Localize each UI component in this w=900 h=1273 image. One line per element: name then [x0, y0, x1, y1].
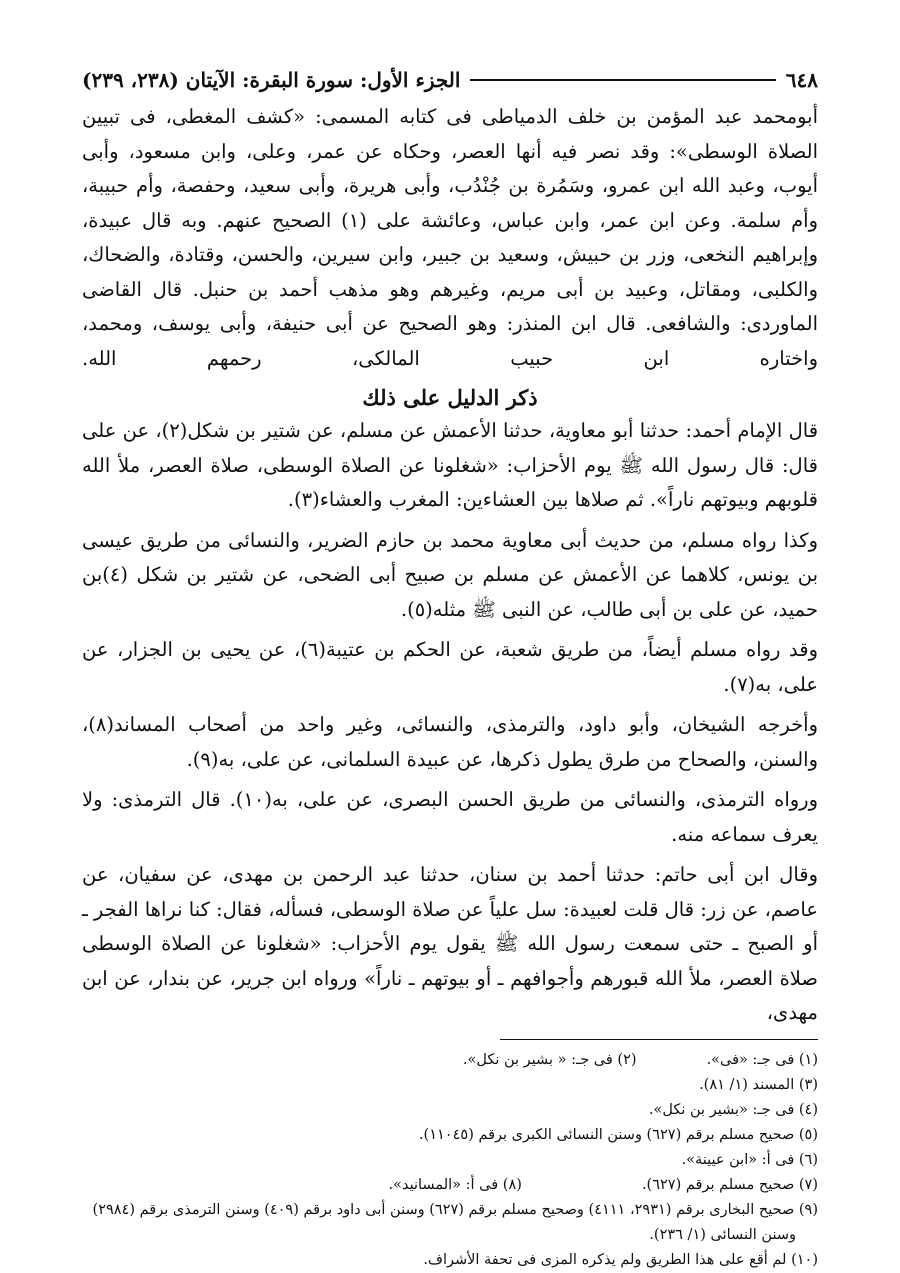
- footnote-8: (٨) فى أ: «المسانيد».: [388, 1176, 522, 1193]
- paragraph: وكذا رواه مسلم، من حديث أبى معاوية محمد بن حازم الضرير، والنسائى من طريق عيسى بن يونس، كلاهما عن الأعمش عن مسلم بن صبيح أبى الضحى، عن شتير بن شكل (٤)بن حميد، عن على بن أبى طالب، عن النبى ﷺ مثله(٥).: [82, 528, 818, 621]
- footnote-4: (٤) فى جـ: «بشير بن نكل».: [648, 1101, 818, 1118]
- header-rule: [470, 79, 775, 81]
- footnote-6: (٦) فى أ: «ابن عيينة».: [681, 1151, 818, 1168]
- section-heading: ذكر الدليل على ذلك: [362, 385, 538, 410]
- paragraph: وقد رواه مسلم أيضاً، من طريق شعبة، عن الحكم بن عتيبة(٦)، عن يحيى بن الجزار، عن على، به(٧).: [82, 638, 818, 696]
- footnote-5: (٥) صحيح مسلم برقم (٦٢٧) وسنن النسائى الكبرى برقم (١١٠٤٥).: [418, 1126, 818, 1143]
- paragraph: أبومحمد عبد المؤمن بن خلف الدمياطى فى كتابه المسمى: «كشف المغطى، فى تبيين الصلاة الوسطى»: وقد نصر فيه أنها العصر، وحكاه عن عمر، وعلى، وابن مسعود، وأبى أيوب، وعبد الله ابن عمرو، وسَمُرة بن جُنْدُب، وأبى هريرة، وأبى سعيد، وحفصة، وأم حبيبة، وأم سلمة. وعن ابن عمر، وابن عباس، وعائشة على (١) الصحيح عنهم. وبه قال عبيدة، وإبراهيم النخعى، وزر بن حبيش، وسعيد بن جبير، وابن سيرين، والحسن، وقتادة، والضحاك، والكلبى، ومقاتل، وعبيد بن أبى مريم، وغيرهم وهو مذهب أحمد بن حنبل. قال القاضى الماوردى: والشافعى. قال ابن المنذر: وهو الصحيح عن أبى حنيفة، وأبى يوسف، ومحمد، واختاره ابن حبيب المالكى، رحمهم الله.: [82, 105, 818, 370]
- footnotes: [82, 1048, 818, 1273]
- paragraph: وقال ابن أبى حاتم: حدثنا أحمد بن سنان، حدثنا عبد الرحمن بن مهدى، عن سفيان، عن عاصم، عن زر: قال قلت لعبيدة: سل علياً عن صلاة الوسطى، فسأله، فقال: كنا نراها الفجر ـ أو الصبح ـ حتى سمعت رسول الله ﷺ يقول يوم الأحزاب: «شغلونا عن الصلاة الوسطى صلاة العصر، ملأ الله قبورهم وأجوافهم ـ أو بيوتهم ـ ناراً» ورواه ابن جرير، عن بندار، عن ابن مهدى،: [82, 863, 818, 1024]
- main-text: [82, 100, 818, 1031]
- footnote-3: (٣) المسند (١/ ٨١).: [699, 1076, 818, 1093]
- paragraph: قال الإمام أحمد: حدثنا أبو معاوية، حدثنا الأعمش عن مسلم، عن شتير بن شكل(٢)، عن على قال: قال رسول الله ﷺ يوم الأحزاب: «شغلونا عن الصلاة الوسطى، صلاة العصر، ملأ الله قلوبهم وبيوتهم ناراً». ثم صلاها بين العشاءين: المغرب والعشاء(٣).: [82, 419, 819, 511]
- page-number: ٦٤٨: [785, 68, 818, 92]
- paragraph: وأخرجه الشيخان، وأبو داود، والترمذى، والنسائى، وغير واحد من أصحاب المساند(٨)، والسنن، والصحاح من طرق يطول ذكرها، عن عبيدة السلمانى، عن على، به(٩).: [82, 713, 818, 771]
- footnote-10: (١٠) لم أقع على هذا الطريق ولم يذكره المزى فى تحفة الأشراف.: [423, 1251, 818, 1268]
- footnote-2: (٢) فى جـ: « بشير بن نكل».: [462, 1051, 637, 1068]
- footnote-9: (٩) صحيح البخارى برقم (٢٩٣١، ٤١١١) وصحيح مسلم برقم (٦٢٧) وسنن أبى داود برقم (٤٠٩) وسنن الترمذى برقم (٢٩٨٤): [92, 1201, 818, 1218]
- footnote-separator: [500, 1039, 818, 1040]
- footnote-1: (١) فى جـ: «فى».: [706, 1051, 818, 1068]
- footnote-7: (٧) صحيح مسلم برقم (٦٢٧).: [641, 1176, 818, 1193]
- running-title: الجزء الأول: سورة البقرة: الآيتان (٢٣٨، ٢٣٩): [82, 68, 461, 92]
- footnote-9-continued: وسنن النسائى (١/ ٢٣٦).: [649, 1226, 796, 1243]
- footnote-line: [82, 1173, 818, 1198]
- footnote-line: [82, 1048, 818, 1073]
- page: [82, 60, 818, 1273]
- paragraph: ورواه الترمذى، والنسائى من طريق الحسن البصرى، عن على، به(١٠). قال الترمذى: ولا يعرف سماعه منه.: [82, 788, 819, 846]
- running-header: [82, 60, 818, 100]
